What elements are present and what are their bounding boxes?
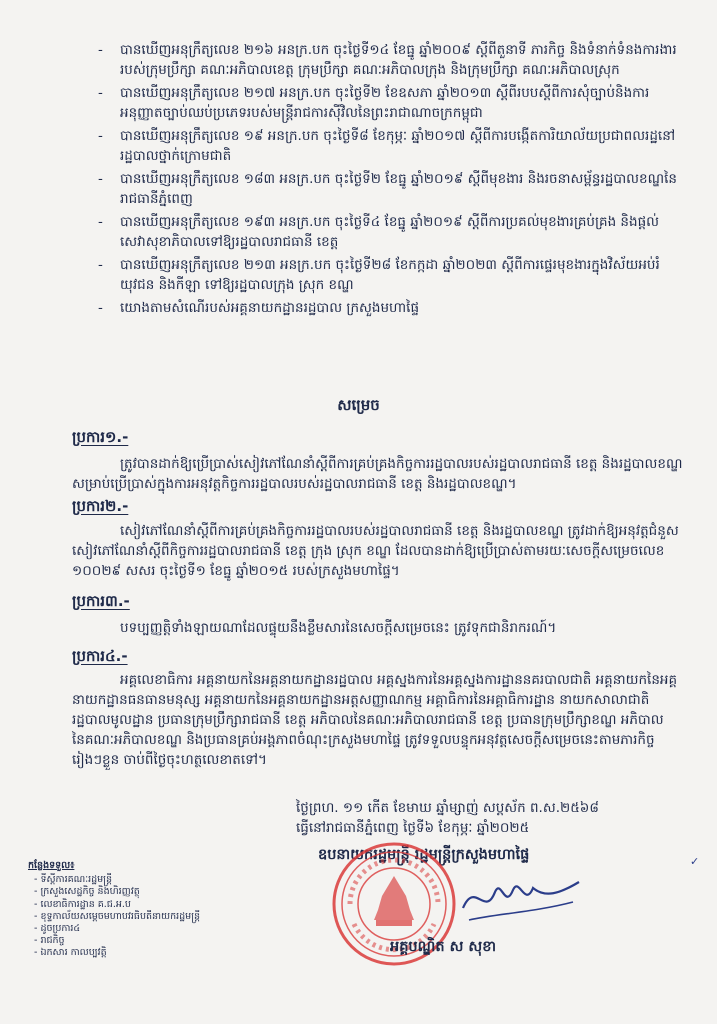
solar-date: ធ្វើនៅរាជធានីភ្នំពេញ ថ្ងៃទី៦ ខែកុម្ភៈ ឆ្នាំ២០២៥ bbox=[296, 820, 530, 836]
preamble-item: - បានឃើញអនុក្រឹត្យលេខ ១៩៣ អនក្រ.បក ចុះថ្ងៃទី៤ ខែធ្នូ ឆ្នាំ២០១៩ ស្ដីពីការប្រគល់មុខងារគ្រប់គ្រង និងផ្ដល់សេវាសុខាភិបាលទៅឱ្យរដ្ឋបាលរាជធានី ខេត្ត bbox=[98, 214, 659, 250]
article-3-body: បទប្បញ្ញត្តិទាំងឡាយណាដែលផ្ទុយនឹងខ្លឹមសារនៃសេចក្ដីសម្រេចនេះ ត្រូវទុកជានិរាករណ៍។ bbox=[120, 620, 557, 636]
recipient-item: - លេខាធិការដ្ឋាន គ.ជ.អ.ប bbox=[34, 898, 131, 910]
date-block bbox=[296, 798, 706, 838]
article-4-heading: ប្រការ៤.- bbox=[72, 647, 128, 665]
decision-title: សម្រេច bbox=[337, 396, 380, 414]
article-2-heading: ប្រការ២.- bbox=[72, 497, 129, 515]
article-2-body: សៀវភៅណែនាំស្ដីពីការគ្រប់គ្រងកិច្ចការរដ្ឋបាលរបស់រដ្ឋបាលរាជធានី ខេត្ត និងរដ្ឋបាលខណ្ឌ ត្រូវដាក់ឱ្យអនុវត្តជំនួសសៀវភៅណែនាំស្ដីពីកិច្ចការរដ្ឋបាលរាជធានី ខេត្ត ក្រុង ស្រុក ខណ្ឌ ដែលបានដាក់ឱ្យប្រើប្រាស់តាមរយៈសេចក្ដីសម្រេចលេខ ១០០២៩ សសរ ចុះថ្ងៃទី១ ខែធ្នូ ឆ្នាំ២០១៥ របស់ក្រសួងមហាផ្ទៃ។ bbox=[72, 523, 679, 579]
article-3-heading: ប្រការ៣.- bbox=[72, 592, 130, 610]
recipient-item: - ខុទ្ទកាល័យសម្ដេចមហាបវរធិបតីនាយករដ្ឋមន្ត្រី bbox=[34, 910, 201, 922]
preamble-item: - យោងតាមសំណើរបស់អគ្គនាយកដ្ឋានរដ្ឋបាល ក្រសួងមហាផ្ទៃ bbox=[98, 300, 420, 316]
recipient-item: - រាជកិច្ច bbox=[34, 935, 65, 947]
recipients-list bbox=[28, 860, 268, 960]
preamble-item: - បានឃើញអនុក្រឹត្យលេខ ២១៧ អនក្រ.បក ចុះថ្ងៃទី២ ខែឧសភា ឆ្នាំ២០១៣ ស្ដីពីរបបស្ដីពីការសុំច្បាប់និងការអនុញ្ញាតច្បាប់ឈប់ប្រភេទរបស់មន្ត្រីរាជការស៊ីវិលនៃព្រះរាជាណាចក្រកម្ពុជា bbox=[98, 85, 650, 121]
recipient-item: - ទីស្ដីការគណៈរដ្ឋមន្ត្រី bbox=[34, 874, 113, 886]
preamble-item: - បានឃើញអនុក្រឹត្យលេខ ១៩ អនក្រ.បក ចុះថ្ងៃទី៨ ខែកុម្ភៈ ឆ្នាំ២០១៧ ស្ដីពីការបង្កើតការិយាល័យប្រជាពលរដ្ឋនៅរដ្ឋបាលថ្នាក់ក្រោមជាតិ bbox=[98, 128, 676, 164]
recipient-item: - ឯកសារ កាលប្បវត្តិ bbox=[34, 947, 107, 959]
preamble-list bbox=[98, 40, 683, 321]
initial-mark-icon: ✓ bbox=[690, 855, 700, 868]
preamble-item: - បានឃើញអនុក្រឹត្យលេខ ២១៦ អនក្រ.បក ចុះថ្ងៃទី១៤ ខែធ្នូ ឆ្នាំ២០០៩ ស្ដីពីតួនាទី ភារកិច្ច និងទំនាក់ទំនងការងាររបស់ក្រុមប្រឹក្សា គណៈអភិបាលខេត្ត ក្រុមប្រឹក្សា គណៈអភិបាលក្រុង និងក្រុមប្រឹក្សា គណៈអភិបាលស្រុក bbox=[98, 42, 677, 78]
recipients-header: កន្លែងទទួល៖ bbox=[28, 860, 75, 871]
article-1-heading: ប្រការ១.- bbox=[72, 428, 129, 446]
lunar-date: ថ្ងៃព្រហ. ១១ កើត ខែមាឃ ឆ្នាំម្សាញ់ សប្តស័ក ព.ស.២៥៦៨ bbox=[296, 800, 599, 816]
article-1-body: ត្រូវបានដាក់ឱ្យប្រើប្រាស់សៀវភៅណែនាំស្ដីពីការគ្រប់គ្រងកិច្ចការរដ្ឋបាលរបស់រដ្ឋបាលរាជធានី ខេត្ត និងរដ្ឋបាលខណ្ឌ សម្រាប់ប្រើប្រាស់ក្នុងការអនុវត្តកិច្ចការរដ្ឋបាលរបស់រដ្ឋបាលរាជធានី ខេត្ត និងរដ្ឋបាលខណ្ឌ។ bbox=[72, 456, 683, 492]
signer-name: អគ្គបណ្ឌិត ស សុខា bbox=[390, 939, 497, 955]
recipient-item: - ក្រសួងសេដ្ឋកិច្ច និងហិរញ្ញវត្ថុ bbox=[34, 886, 140, 898]
minister-title: ឧបនាយករដ្ឋមន្ត្រី រដ្ឋមន្ត្រីក្រសួងមហាផ្ទៃ bbox=[318, 847, 530, 863]
preamble-item: - បានឃើញអនុក្រឹត្យលេខ ២១៣ អនក្រ.បក ចុះថ្ងៃទី២៨ ខែកក្កដា ឆ្នាំ២០២៣ ស្ដីពីការផ្ទេរមុខងារក្នុងវិស័យអប់រំ យុវជន និងកីឡា ទៅឱ្យរដ្ឋបាលក្រុង ស្រុក ខណ្ឌ bbox=[98, 257, 660, 293]
recipient-item: - ដូចប្រការ៤ bbox=[34, 923, 81, 935]
handwritten-signature bbox=[455, 868, 585, 928]
article-4-body: អគ្គលេខាធិការ អគ្គនាយកនៃអគ្គនាយកដ្ឋានរដ្ឋបាល អគ្គស្នងការនៃអគ្គស្នងការដ្ឋាននគរបាលជាតិ អគ្គនាយកនៃអគ្គនាយកដ្ឋានធនធានមនុស្ស អគ្គនាយកនៃអគ្គនាយកដ្ឋានអត្តសញ្ញាណកម្ម អគ្គាធិការនៃអគ្គាធិការដ្ឋាន នាយកសាលាជាតិរដ្ឋបាលមូលដ្ឋាន ប្រធានក្រុមប្រឹក្សារាជធានី ខេត្ត អភិបាលនៃគណៈអភិបាលរាជធានី ខេត្ត ប្រធានក្រុមប្រឹក្សាខណ្ឌ អភិបាលនៃគណៈអភិបាលខណ្ឌ និងប្រធានគ្រប់អង្គភាពចំណុះក្រសួងមហាផ្ទៃ ត្រូវទទួលបន្ទុកអនុវត្តសេចក្ដីសម្រេចនេះតាមភារកិច្ចរៀងៗខ្លួន ចាប់ពីថ្ងៃចុះហត្ថលេខាតទៅ។ bbox=[72, 672, 678, 768]
preamble-item: - បានឃើញអនុក្រឹត្យលេខ ១៨៣ អនក្រ.បក ចុះថ្ងៃទី២ ខែធ្នូ ឆ្នាំ២០១៩ ស្ដីពីមុខងារ និងរចនាសម្ព័ន្ធរដ្ឋបាលខណ្ឌនៃរាជធានីភ្នំពេញ bbox=[98, 171, 677, 207]
